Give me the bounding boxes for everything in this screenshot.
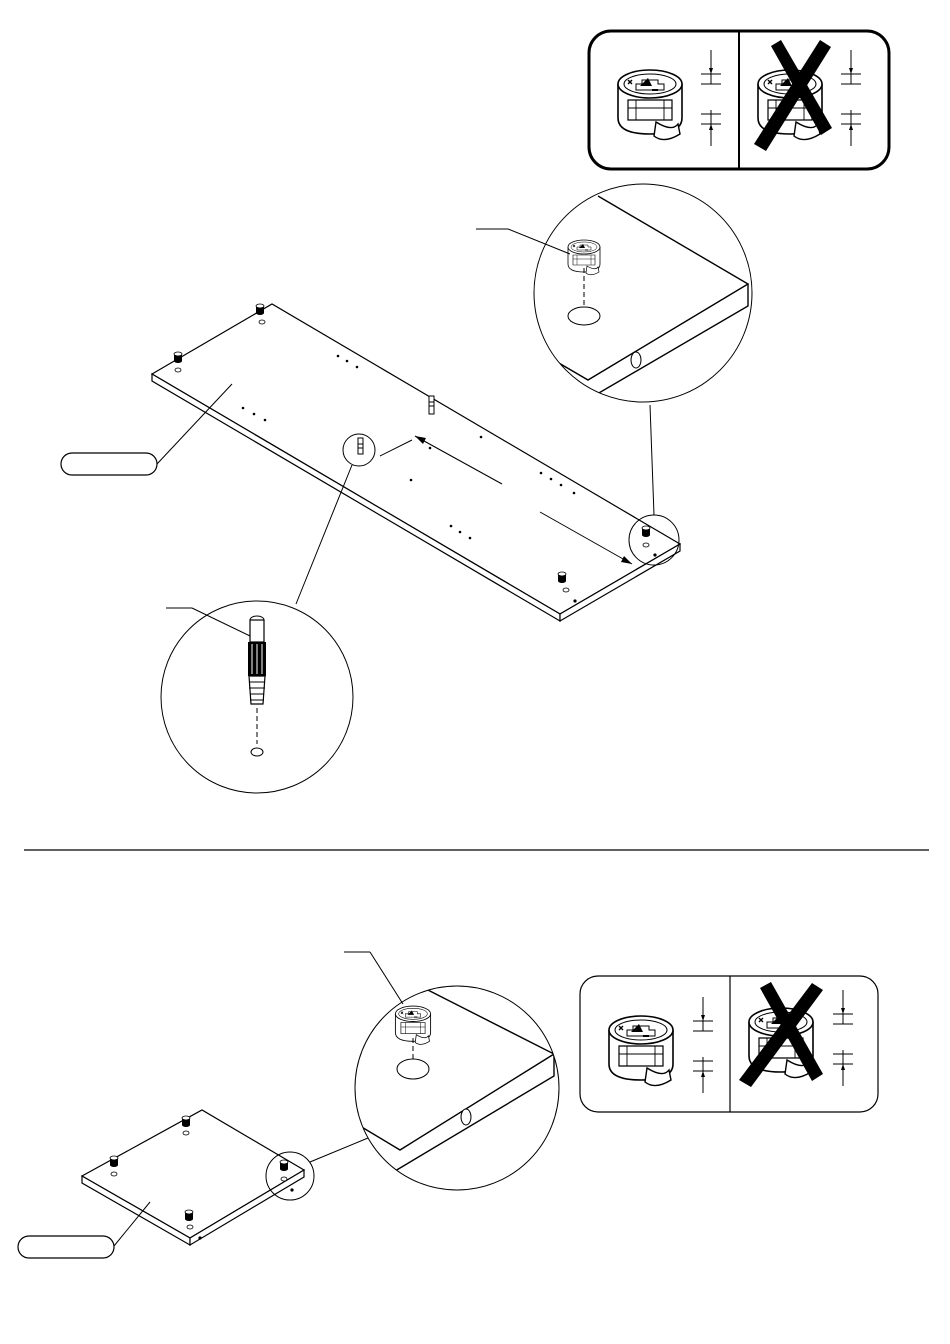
cam-orientation-box <box>580 976 878 1112</box>
cam-lock-detail <box>344 952 559 1190</box>
hole-icon <box>111 1172 117 1176</box>
hole-icon <box>175 368 181 372</box>
cam-orientation-box <box>589 31 889 169</box>
cam-lock-icon <box>185 1210 193 1221</box>
cam-lock-icon <box>558 572 566 583</box>
cam-lock-correct-icon <box>618 70 682 140</box>
hole-icon <box>259 320 265 324</box>
hole-icon <box>643 543 649 547</box>
cam-lock-detail <box>476 184 752 404</box>
cam-lock-icon <box>174 352 182 363</box>
dowel-icon <box>248 616 266 704</box>
hole-icon <box>187 1225 193 1229</box>
cam-lock-icon <box>182 1116 190 1127</box>
dowel-icon <box>358 438 363 454</box>
cam-lock-icon <box>110 1156 118 1167</box>
cam-lock-icon <box>256 304 264 315</box>
dowel-detail <box>161 601 353 793</box>
small-panel <box>18 1110 304 1258</box>
cam-lock-icon <box>642 526 650 537</box>
cam-lock-icon <box>280 1160 288 1171</box>
step-2 <box>18 952 878 1258</box>
hole-icon <box>281 1177 287 1181</box>
cam-lock-correct-icon <box>609 1016 673 1086</box>
hole-icon <box>183 1131 189 1135</box>
dowel-icon <box>429 396 434 414</box>
step-1 <box>61 31 889 793</box>
hole-icon <box>563 588 569 592</box>
